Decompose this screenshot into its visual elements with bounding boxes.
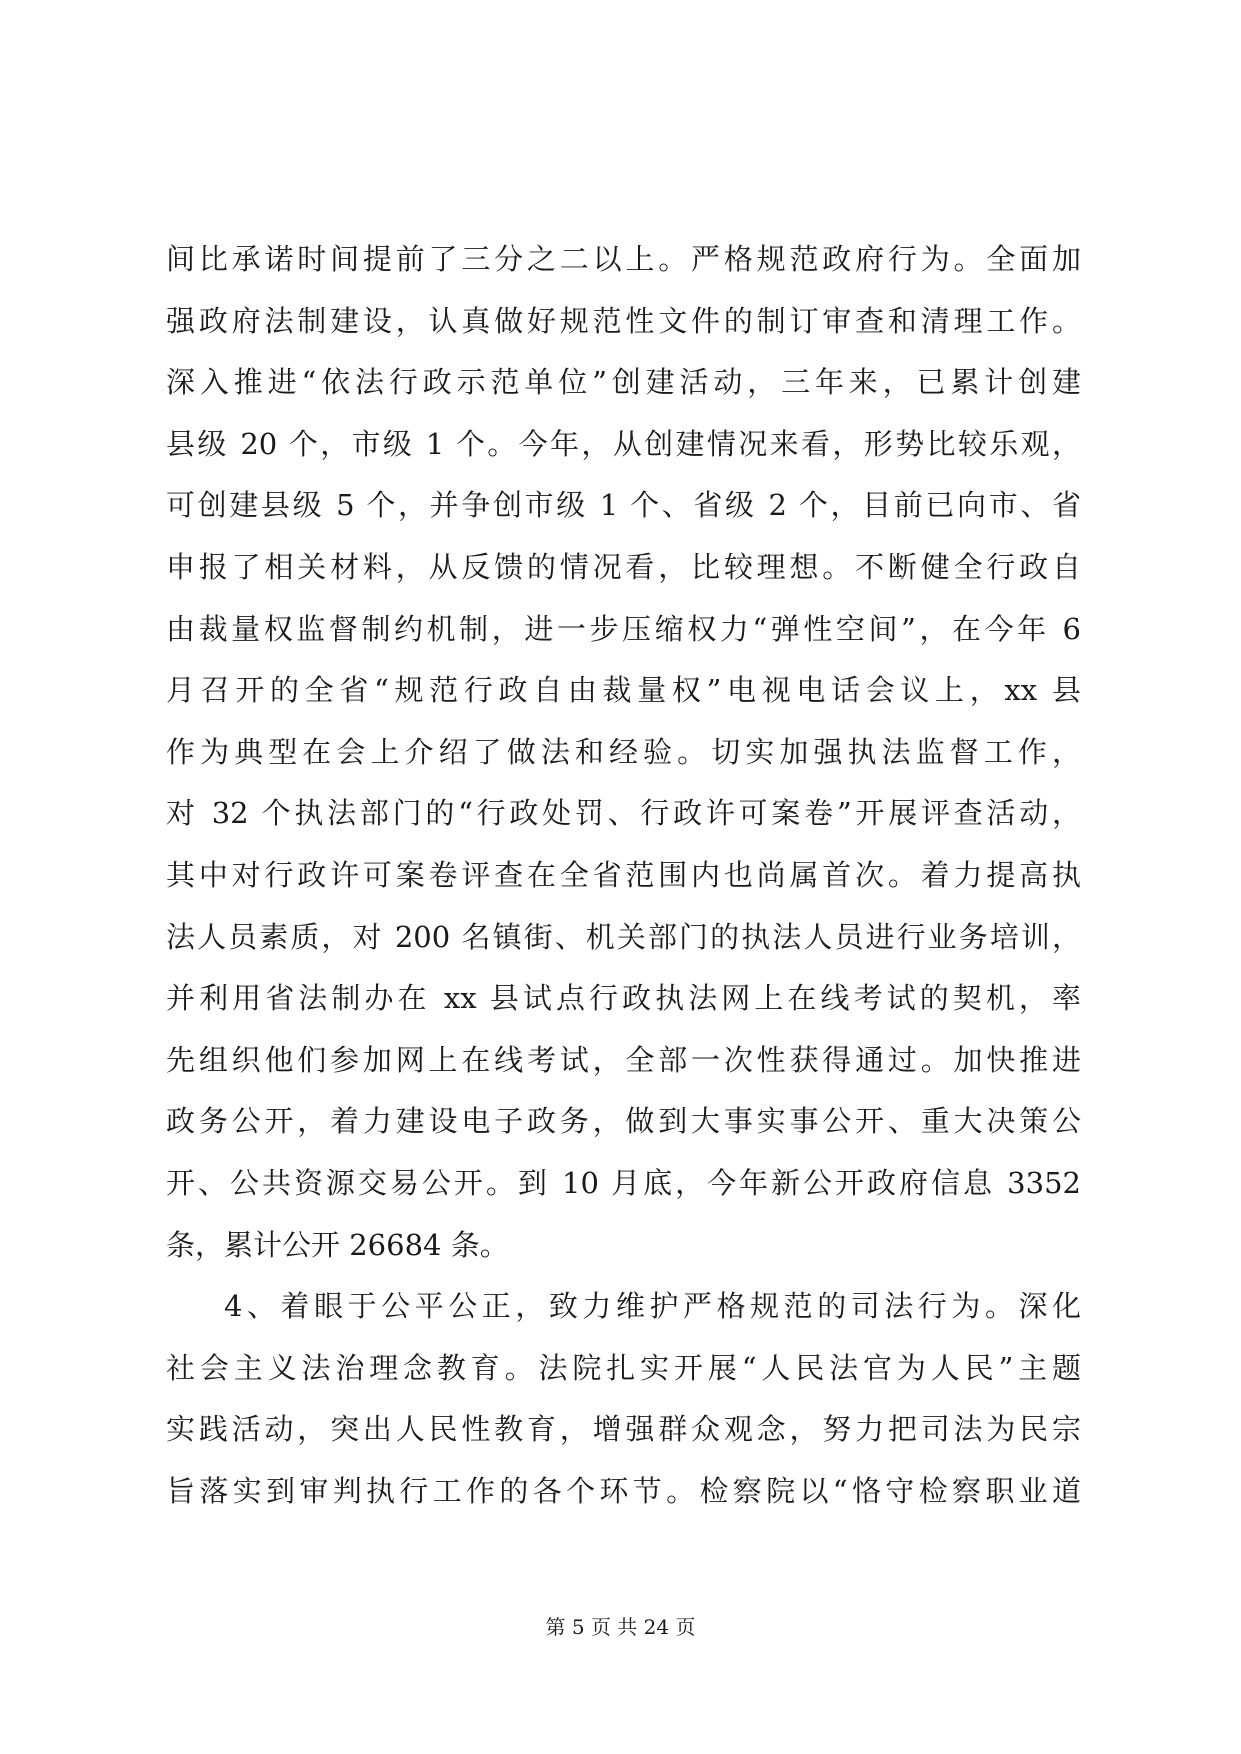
text-line: 月召开的全省“规范行政自由裁量权”电视电话会议上，xx 县 [166,673,1081,708]
text-line: 并利用省法制办在 xx 县试点行政执法网上在线考试的契机，率 [166,981,1081,1016]
text-line: 间比承诺时间提前了三分之二以上。严格规范政府行为。全面加 [166,242,1081,276]
text-line: 开、公共资源交易公开。到 10 月底，今年新公开政府信息 3352 [166,1165,1081,1200]
page-footer [0,1612,1241,1642]
text-line: 深入推进“依法行政示范单位”创建活动，三年来，已累计创建 [166,365,1081,400]
text-line: 申报了相关材料，从反馈的情况看，比较理想。不断健全行政自 [166,549,1081,584]
text-line: 先组织他们参加网上在线考试，全部一次性获得通过。加快推进 [166,1042,1081,1077]
text-line: 由裁量权监督制约机制，进一步压缩权力“弹性空间”，在今年 6 [166,611,1081,646]
text-line: 社会主义法治理念教育。法院扎实开展“人民法官为人民”主题 [166,1350,1081,1385]
text-line: 强政府法制建设，认真做好规范性文件的制订审查和清理工作。 [166,303,1081,338]
text-line: 对 32 个执法部门的“行政处罚、行政许可案卷”开展评查活动， [166,796,1081,831]
text-line: 其中对行政许可案卷评查在全省范围内也尚属首次。着力提高执 [166,857,1081,892]
paragraph-1 [166,229,1081,1276]
text-line: 4、着眼于公平公正，致力维护严格规范的司法行为。深化 [224,1289,1081,1324]
text-line: 县级 20 个，市级 1 个。今年，从创建情况来看，形势比较乐观， [166,426,1081,461]
text-line: 旨落实到审判执行工作的各个环节。检察院以“恪守检察职业道 [166,1473,1081,1508]
page-number-label: 第 5 页 共 24 页 [545,1615,696,1639]
text-line: 实践活动，突出人民性教育，增强群众观念，努力把司法为民宗 [166,1412,1081,1447]
document-body [166,229,1081,1522]
text-line: 条，累计公开 26684 条。 [166,1227,509,1262]
text-line: 法人员素质，对 200 名镇街、机关部门的执法人员进行业务培训， [166,919,1081,954]
text-line: 可创建县级 5 个，并争创市级 1 个、省级 2 个，目前已向市、省 [166,488,1081,523]
text-line: 政务公开，着力建设电子政务，做到大事实事公开、重大决策公 [166,1104,1081,1139]
paragraph-2 [166,1276,1081,1522]
text-line: 作为典型在会上介绍了做法和经验。切实加强执法监督工作， [166,734,1081,769]
